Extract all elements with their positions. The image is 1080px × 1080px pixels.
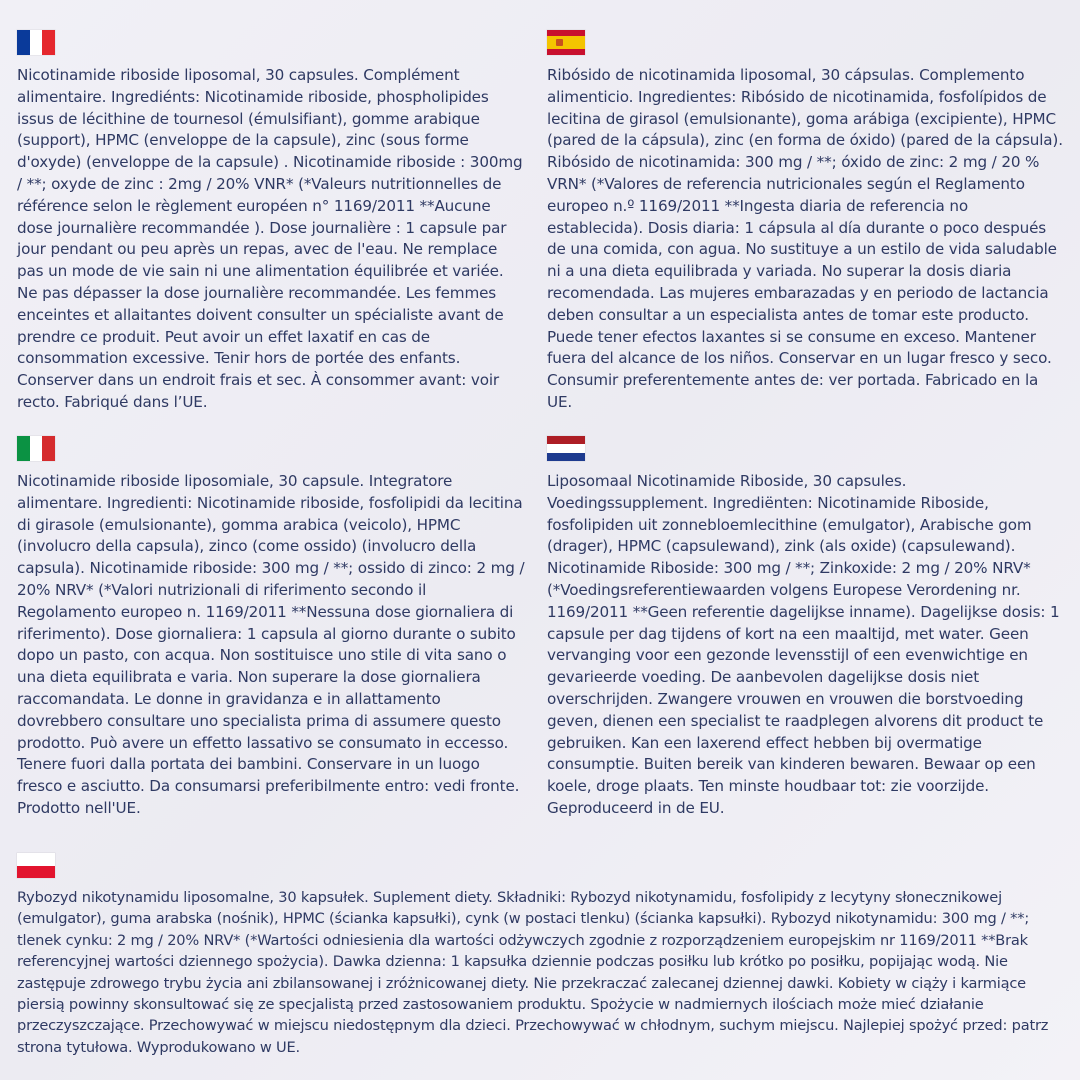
dutch-label-text: Liposomaal Nicotinamide Riboside, 30 capsules. Voedingssupplement. Ingrediënten: Nicotinamide Riboside, fosfolipiden uit zonnebloemlecithine (emulgator), Arabische gom (drager), HPMC (capsulewand), zink (als oxide) (capsulewand). Nicotinamide Riboside: 300 mg / **; Zinkoxide: 2 mg / 20% NRV* (*Voedingsreferentiewaarden volgens Europese Verordening nr. 1169/2011 **Geen referentie dagelijkse inname). Dagelijkse dosis: 1 capsule per dag tijdens of kort na een maaltijd, met water. Geen vervanging voor een gezonde levensstijl of een evenwichtige en gevarieerde voeding. De aanbevolen dagelijkse dosis niet overschrijden. Zwangere vrouwen en vrouwen die borstvoeding geven, dienen een specialist te raadplegen alvorens dit product te gebruiken. Kan een laxerend effect hebben bij overmatige consumptie. Buiten bereik van kinderen bewaren. Bewaar op een koele, droge plaats. Ten minste houdbaar tot: zie voorzijde. Geproduceerd in de EU. xyxy=(547,472,1060,817)
spanish-label-text: Ribósido de nicotinamida liposomal, 30 cápsulas. Complemento alimenticio. Ingredientes: Ribósido de nicotinamida, fosfolípidos de lecitina de girasol (emulsionante), goma arábiga (excipiente), HPMC (pared de la cápsula), zinc (en forma de óxido) (pared de la cápsula). Ribósido de nicotinamida: 300 mg / **; óxido de zinc: 2 mg / 20 % VRN* (*Valores de referencia nutricionales según el Reglamento europeo n.º 1169/2011 **Ingesta diaria de referencia no establecida). Dosis diaria: 1 cápsula al día durante o poco después de una comida, con agua. No sustituye a un estilo de vida saludable ni a una dieta equilibrada y variada. No superar la dosis diaria recomendada. Las mujeres embarazadas y en periodo de lactancia deben consultar a un especialista antes de tomar este producto. Puede tener efectos laxantes si se consume en exceso. Mantener fuera del alcance de los niños. Conservar en un lugar fresco y seco. Consumir preferentemente antes de: ver portada. Fabricado en la UE. xyxy=(547,66,1063,411)
france-flag-icon xyxy=(17,30,55,55)
section-polish xyxy=(17,853,1063,1058)
section-french xyxy=(17,30,527,414)
italian-label-text: Nicotinamide riboside liposomiale, 30 capsule. Integratore alimentare. Ingredienti: Nicotinamide riboside, fosfolipidi da lecitina di girasole (emulsionante), gomma arabica (veicolo), HPMC (involucro della capsula), zinco (come ossido) (involucro della capsula). Nicotinamide riboside: 300 mg / **; ossido di zinco: 2 mg / 20% NRV* (*Valori nutrizionali di riferimento secondo il Regolamento europeo n. 1169/2011 **Nessuna dose giornaliera di riferimento). Dose giornaliera: 1 capsula al giorno durante o subito dopo un pasto, con acqua. Non sostituisce uno stile di vita sano o una dieta equilibrata e varia. Non superare la dose giornaliera raccomandata. Le donne in gravidanza e in allattamento dovrebbero consultare uno specialista prima di assumere questo prodotto. Può avere un effetto lassativo se consumato in eccesso. Tenere fuori dalla portata dei bambini. Conservare in un luogo fresco e asciutto. Da consumarsi preferibilmente entro: vedi fronte. Prodotto nell'UE. xyxy=(17,472,525,817)
italy-flag-icon xyxy=(17,436,55,461)
netherlands-flag-icon xyxy=(547,436,585,461)
french-label-text: Nicotinamide riboside liposomal, 30 capsules. Complément alimentaire. Ingrediénts: Nicotinamide riboside, phospholipides issus de lécithine de tournesol (émulsifiant), gomme arabique (support), HPMC (enveloppe de la capsule), zinc (sous forme d'oxyde) (enveloppe de la capsule) . Nicotinamide riboside : 300mg / **; oxyde de zinc : 2mg / 20% VNR* (*Valeurs nutritionnelles de référence selon le règlement européen n° 1169/2011 **Aucune dose journalière recommandée ). Dose journalière : 1 capsule par jour pendant ou peu après un repas, avec de l'eau. Ne remplace pas un mode de vie sain ni une alimentation équilibrée et variée. Ne pas dépasser la dose journalière recommandée. Les femmes enceintes et allaitantes doivent consulter un spécialiste avant de prendre ce produit. Peut avoir un effet laxatif en cas de consommation excessive. Tenir hors de portée des enfants. Conserver dans un endroit frais et sec. À consommer avant: voir recto. Fabriqué dans l’UE. xyxy=(17,66,523,411)
polish-label-text: Rybozyd nikotynamidu liposomalne, 30 kapsułek. Suplement diety. Składniki: Rybozyd nikotynamidu, fosfolipidy z lecytyny słonecznikowej (emulgator), guma arabska (nośnik), HPMC (ścianka kapsułki), cynk (w postaci tlenku) (ścianka kapsułki). Rybozyd nikotynamidu: 300 mg / **; tlenek cynku: 2 mg / 20% NRV* (*Wartości odniesienia dla wartości odżywczych zgodnie z rozporządzeniem europejskim nr 1169/2011 **Brak referencyjnej wartości dziennego spożycia). Dawka dzienna: 1 kapsułka dziennie podczas posiłku lub krótko po posiłku, popijając wodą. Nie zastępuje zdrowego trybu życia ani zbilansowanej i zróżnicowanej diety. Nie przekraczać zalecanej dziennej dawki. Kobiety w ciąży i karmiące piersią powinny skonsultować się ze specjalistą przed zastosowaniem produktu. Spożycie w nadmiernych ilościach może mieć działanie przeczyszczające. Przechowywać w miejscu niedostępnym dla dzieci. Przechowywać w chłodnym, suchym miejscu. Najlepiej spożyć przed: patrz strona tytułowa. Wyprodukowano w UE. xyxy=(17,889,1049,1056)
section-dutch xyxy=(547,436,1065,820)
poland-flag-icon xyxy=(17,853,55,878)
spain-flag-icon xyxy=(547,30,585,55)
section-italian xyxy=(17,436,527,820)
section-spanish xyxy=(547,30,1065,414)
